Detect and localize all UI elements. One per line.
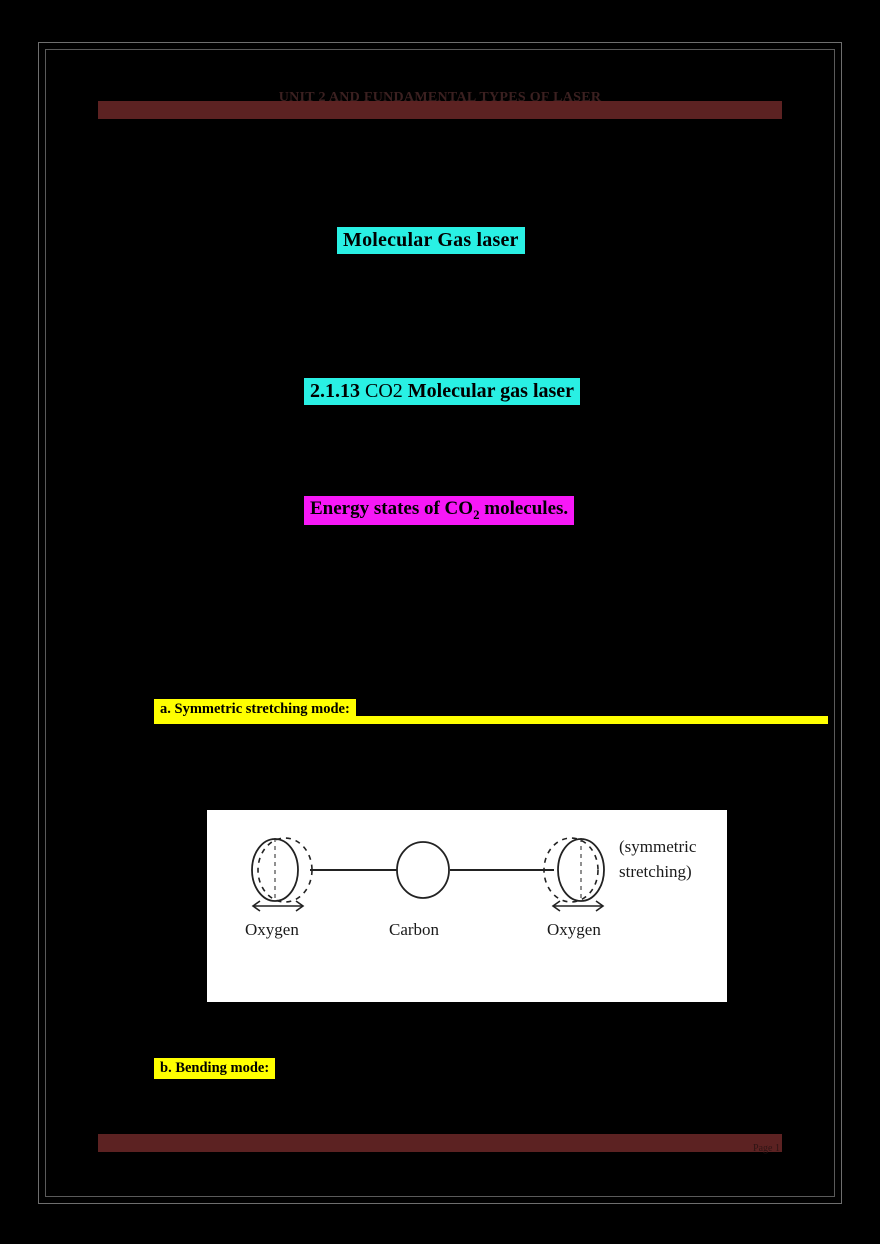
- footer-note: Page 1: [753, 1143, 780, 1154]
- figure-symmetric-stretching: [207, 810, 727, 1002]
- heading-bending-mode: b. Bending mode:: [154, 1058, 275, 1079]
- figure-caption: [619, 835, 729, 884]
- section-co2-label: CO2: [365, 380, 403, 402]
- figure-caption-line2: stretching): [619, 861, 692, 881]
- label-oxygen-left: Oxygen: [245, 920, 299, 939]
- section-title-rest: Molecular gas laser: [407, 380, 575, 402]
- heading-section-co2-molecular-gas-laser: [304, 378, 580, 405]
- energy-states-subscript: 2: [473, 506, 480, 522]
- heading-energy-states: [304, 496, 574, 525]
- page-frame: [38, 42, 842, 1204]
- energy-states-text-post: molecules: [479, 498, 564, 519]
- energy-states-period: .: [563, 498, 569, 519]
- heading-symmetric-stretching-mode: a. Symmetric stretching mode:: [154, 699, 356, 720]
- page-frame-inner-border: [45, 49, 835, 1197]
- label-carbon: Carbon: [389, 920, 440, 939]
- heading-molecular-gas-laser: Molecular Gas laser: [337, 227, 525, 254]
- page-header-title: UNIT 2 AND FUNDAMENTAL TYPES OF LASER: [278, 90, 602, 105]
- section-number: 2.1.13: [310, 380, 360, 402]
- figure-caption-line1: (symmetric: [619, 837, 697, 856]
- energy-states-text: Energy states of CO: [310, 498, 474, 519]
- label-oxygen-right: Oxygen: [547, 920, 601, 939]
